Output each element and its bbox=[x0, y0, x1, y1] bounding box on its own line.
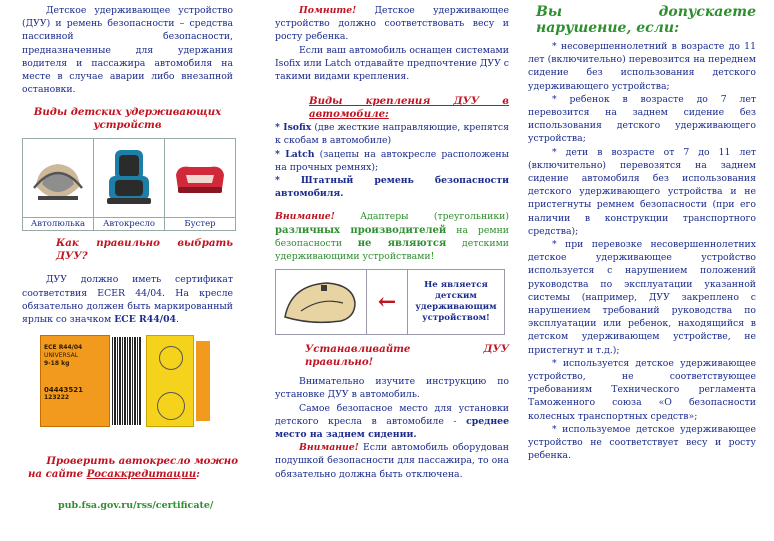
install-paragraph-1: Внимательно изучите инструкцию по установке ДУУ в автомобиль. bbox=[275, 376, 509, 401]
certificate-url-link[interactable]: pub.fsa.gov.ru/rss/certificate/ bbox=[58, 500, 214, 511]
violation-item-6: * используемое детское удерживающее устройство не соответствует весу и росту ребенка. bbox=[528, 423, 756, 462]
choose-heading: Как правильно выбрать ДУУ? bbox=[56, 237, 233, 263]
car-label-seat: Автокресло bbox=[94, 218, 165, 231]
certificate-label-image bbox=[40, 335, 210, 427]
intro-paragraph: Детское удерживающее устройство (ДУУ) и ремень безопасности – средства пассивной безопасности, предназначенные для удержания водителя и пассажира автомобиля на месте в случае аварии либо внезапной остановки. bbox=[22, 5, 233, 96]
middle-column bbox=[265, 0, 517, 541]
left-column bbox=[0, 0, 255, 541]
adapter-caption: Не является детским удерживающим устройством! bbox=[415, 280, 497, 324]
violation-item-3: * дети в возрасте от 7 до 11 лет (включительно) перевозятся на заднем сидение автомобиля без использования детского удерживающего устройства и не пристегнуты ремнем безопасности (при его наличии в конструкции транспортного средства); bbox=[528, 146, 756, 237]
adapter-warning-box bbox=[275, 269, 505, 335]
rosaccreditation-link[interactable]: Росаккредитации bbox=[86, 468, 197, 480]
mount-item-isofix: * Isofix (две жесткие направляющие, крепятся к скобам в автомобиле) bbox=[275, 122, 509, 147]
types-heading: Виды детских удерживающих устройств bbox=[33, 106, 222, 132]
adapter-image bbox=[276, 270, 367, 334]
certificate-yellow-tag bbox=[146, 335, 194, 427]
install-paragraph-2: Самое безопасное место для установки детского кресла в автомобиле - среднее место на заднем сидении. bbox=[275, 402, 509, 441]
violation-item-1: * несовершеннолетний в возрасте до 11 лет (включительно) перевозится на переднем сидение без использования детского удерживающего устройства; bbox=[528, 41, 756, 92]
isofix-paragraph: Если ваш автомобиль оснащен системами Isofix или Latch отдавайте предпочтение ДУУ с такими видами крепления. bbox=[275, 44, 509, 83]
certificate-orange-tag: ECE R44/04 UNIVERSAL 9-18 kg 04443521 123222 bbox=[40, 335, 110, 427]
barcode-icon bbox=[112, 337, 142, 425]
remember-paragraph: Помните! Детское удерживающее устройство должно соответствовать весу и росту ребенка. bbox=[275, 5, 509, 43]
e-mark-icon-2 bbox=[157, 392, 185, 420]
mount-heading: Виды крепления ДУУ в автомобиле: bbox=[309, 95, 509, 121]
e-mark-icon bbox=[159, 346, 183, 370]
violation-item-5: * используется детское удерживающее устройство, не соответствующее требованиям Технического регламента Таможенного союза «О безопасности колесных транспортных средств»; bbox=[528, 357, 756, 422]
mount-item-latch: * Latch (зацепы на автокресле расположены на прочных ремнях); bbox=[275, 148, 509, 173]
car-seat-image bbox=[94, 139, 165, 218]
car-seat-types-table bbox=[22, 138, 236, 231]
car-label-booster: Бустер bbox=[165, 218, 236, 231]
arrow-left-icon: ← bbox=[367, 270, 408, 334]
car-label-infant: Автолюлька bbox=[23, 218, 94, 231]
check-heading: Проверить автокресло можно на сайте Росаккредитации: bbox=[28, 455, 238, 480]
booster-image bbox=[165, 139, 236, 218]
violation-item-4: * при перевозке несовершеннолетних детское удерживающее устройство используется с нарушением положений руководства по эксплуатации указанной системы (например, ДУУ закреплено с нарушением требований руководства по эксплуатации или ребенок, находящийся в детском удерживающем устройстве, не пристегнут и т.д.); bbox=[528, 239, 756, 356]
violation-item-2: * ребенок в возрасте до 7 лет перевозится на заднем сидение без использования детского удерживающего устройства; bbox=[528, 93, 756, 145]
install-heading: Устанавливайте ДУУ правильно! bbox=[305, 343, 509, 369]
right-column bbox=[522, 0, 774, 541]
infant-carrier-image bbox=[23, 139, 94, 218]
certificate-side-tag bbox=[196, 341, 210, 421]
attention2-paragraph: Внимание! Если автомобиль оборудован подушкой безопасности для пассажира, то она обязательно должна быть отключена. bbox=[275, 442, 509, 480]
mount-item-belt: * Штатный ремень безопасности автомобиля. bbox=[275, 175, 509, 200]
attention-paragraph: Внимание! Адаптеры (треугольники) различных производителей на ремни безопасности не являются детскими удерживающими устройствами! bbox=[275, 211, 510, 263]
violations-title: Вы допускаете нарушение, если: bbox=[536, 4, 756, 36]
choose-paragraph: ДУУ должно иметь сертификат соответствия ECER 44/04. На кресле обязательно должен быть маркированный ярлык со значком ECE R44/04. bbox=[22, 274, 233, 326]
